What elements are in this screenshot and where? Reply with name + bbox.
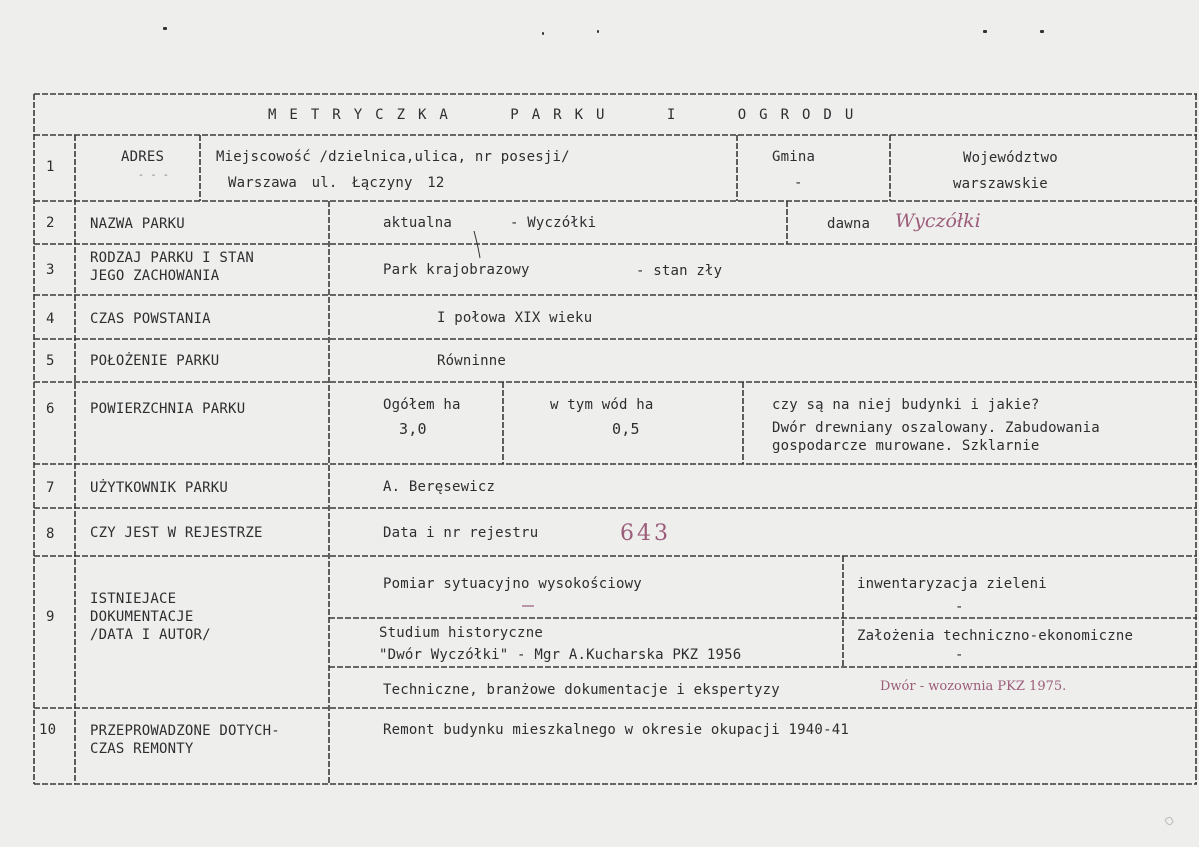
- address-heading: Miejscowość /dzielnica,ulica, nr posesji/: [216, 149, 570, 165]
- register-label: CZY JEST W REJESTRZE: [90, 525, 263, 541]
- row-3-number: 3: [46, 262, 55, 278]
- buildings-question: czy są na niej budynki i jakie?: [772, 397, 1040, 413]
- commune-label: Gmina: [772, 149, 816, 165]
- park-state-value: - stan zły: [636, 263, 723, 279]
- former-name-label: dawna: [827, 216, 871, 232]
- voivodeship-value: warszawskie: [953, 176, 1048, 192]
- form-title: METRYCZKA PARKU I OGRODU: [268, 107, 867, 123]
- row-5-number: 5: [46, 353, 55, 369]
- creation-time-label: CZAS POWSTANIA: [90, 311, 211, 327]
- row-8-number: 8: [46, 526, 55, 542]
- park-type-label-line2: JEGO ZACHOWANIA: [90, 268, 220, 284]
- punch-mark: [597, 30, 599, 33]
- row-2-number: 2: [46, 215, 55, 231]
- total-area-label: Ogółem ha: [383, 397, 461, 413]
- greenery-label: inwentaryzacja zieleni: [857, 576, 1047, 592]
- row-1-number: 1: [46, 159, 55, 175]
- location-label: POŁOŻENIE PARKU: [90, 353, 220, 369]
- water-area-value: 0,5: [612, 420, 640, 438]
- location-value: Równinne: [437, 353, 507, 369]
- punch-mark: [1040, 30, 1044, 33]
- creation-time-value: I połowa XIX wieku: [437, 310, 593, 326]
- technical-docs-label: Techniczne, branżowe dokumentacje i ekspertyzy: [383, 682, 780, 698]
- buildings-line2: gospodarcze murowane. Szklarnie: [772, 438, 1040, 454]
- water-area-label: w tym wód ha: [550, 397, 654, 413]
- area-label: POWIERZCHNIA PARKU: [90, 401, 246, 417]
- voivodeship-label: Województwo: [963, 150, 1058, 166]
- row-9-number: 9: [46, 609, 55, 625]
- row-4-number: 4: [46, 311, 55, 327]
- total-area-value: 3,0: [399, 420, 427, 438]
- address-value: Warszawa ul. Łączyny 12: [228, 175, 445, 191]
- greenery-value: -: [955, 599, 964, 615]
- former-name-handwritten: Wyczółki: [895, 210, 981, 232]
- register-number-handwritten: 643: [620, 521, 671, 546]
- register-value-label: Data i nr rejestru: [383, 525, 539, 541]
- renovations-label-line1: PRZEPROWADZONE DOTYCH-: [90, 723, 280, 739]
- park-name-label: NAZWA PARKU: [90, 216, 185, 232]
- address-label-mark: - - -: [138, 170, 170, 181]
- documentation-label-line1: ISTNIEJACE: [90, 591, 177, 607]
- row-7-number: 7: [46, 480, 55, 496]
- park-type-value: Park krajobrazowy: [383, 262, 530, 278]
- assumptions-value: -: [955, 647, 964, 663]
- renovations-value: Remont budynku mieszkalnego w okresie okupacji 1940-41: [383, 722, 849, 738]
- punch-mark: [542, 32, 544, 35]
- row-6-number: 6: [46, 401, 55, 417]
- study-line1: Studium historyczne: [379, 625, 543, 641]
- study-line2: "Dwór Wyczółki" - Mgr A.Kucharska PKZ 1956: [379, 647, 742, 663]
- buildings-line1: Dwór drewniany oszalowany. Zabudowania: [772, 420, 1100, 436]
- user-label: UŻYTKOWNIK PARKU: [90, 480, 229, 496]
- user-value: A. Beręsewicz: [383, 479, 496, 495]
- assumptions-label: Założenia techniczno-ekonomiczne: [857, 628, 1134, 644]
- address-label: ADRES: [121, 149, 165, 165]
- documentation-label-line2: DOKUMENTACJE: [90, 609, 194, 625]
- renovations-label-line2: CZAS REMONTY: [90, 741, 194, 757]
- punch-mark: [983, 30, 987, 33]
- technical-docs-handwritten: Dwór - wozownia PKZ 1975.: [880, 679, 1067, 694]
- row-10-number: 10: [39, 722, 57, 738]
- survey-label: Pomiar sytuacyjno wysokościowy: [383, 576, 642, 592]
- park-type-label-line1: RODZAJ PARKU I STAN: [90, 250, 254, 266]
- documentation-label-line3: /DATA I AUTOR/: [90, 627, 211, 643]
- punch-mark: [163, 27, 167, 30]
- current-name-label: aktualna: [383, 215, 453, 231]
- commune-value: -: [794, 175, 803, 191]
- current-name-value: - Wyczółki: [510, 215, 597, 231]
